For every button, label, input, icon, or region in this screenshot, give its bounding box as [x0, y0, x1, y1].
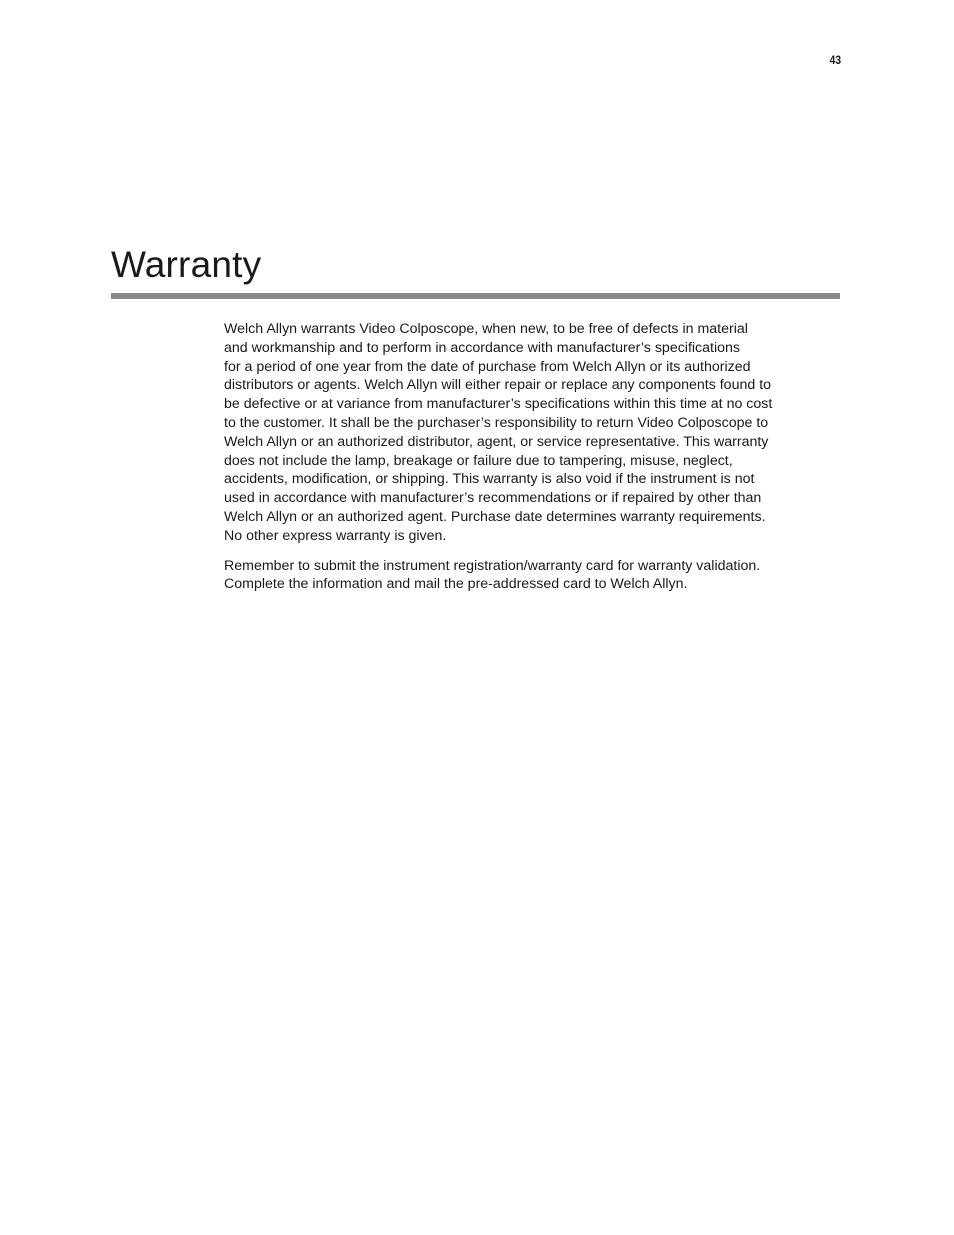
- text-line: distributors or agents. Welch Allyn will either repair or replace any components found to: [224, 377, 772, 394]
- text-line: Complete the information and mail the pre-addressed card to Welch Allyn.: [224, 576, 688, 593]
- text-line: accidents, modification, or shipping. This warranty is also void if the instrument is not: [224, 471, 755, 488]
- warranty-body: [224, 320, 840, 605]
- text-line: does not include the lamp, breakage or failure due to tampering, misuse, neglect,: [224, 452, 733, 469]
- text-line: Welch Allyn warrants Video Colposcope, when new, to be free of defects in material: [224, 321, 748, 337]
- text-line: Remember to submit the instrument registration/warranty card for warranty validation.: [224, 557, 761, 574]
- registration-paragraph: [224, 557, 840, 595]
- text-line: be defective or at variance from manufacturer’s specifications within this time at no cost: [224, 396, 773, 413]
- text-line: No other express warranty is given.: [224, 527, 447, 544]
- warranty-paragraph: [224, 320, 840, 546]
- text-line: Welch Allyn or an authorized agent. Purchase date determines warranty requirements.: [224, 508, 766, 525]
- title-divider: [111, 293, 840, 299]
- text-line: to the customer. It shall be the purchaser’s responsibility to return Video Colposcope to: [224, 414, 769, 431]
- page-title: Warranty: [111, 244, 262, 285]
- text-line: and workmanship and to perform in accordance with manufacturer’s specifications: [224, 339, 741, 356]
- text-line: for a period of one year from the date of purchase from Welch Allyn or its authorized: [224, 358, 751, 375]
- text-line: used in accordance with manufacturer’s recommendations or if repaired by other than: [224, 490, 762, 507]
- text-line: Welch Allyn or an authorized distributor, agent, or service representative. This warranty: [224, 433, 769, 450]
- page-number: 43: [829, 53, 841, 67]
